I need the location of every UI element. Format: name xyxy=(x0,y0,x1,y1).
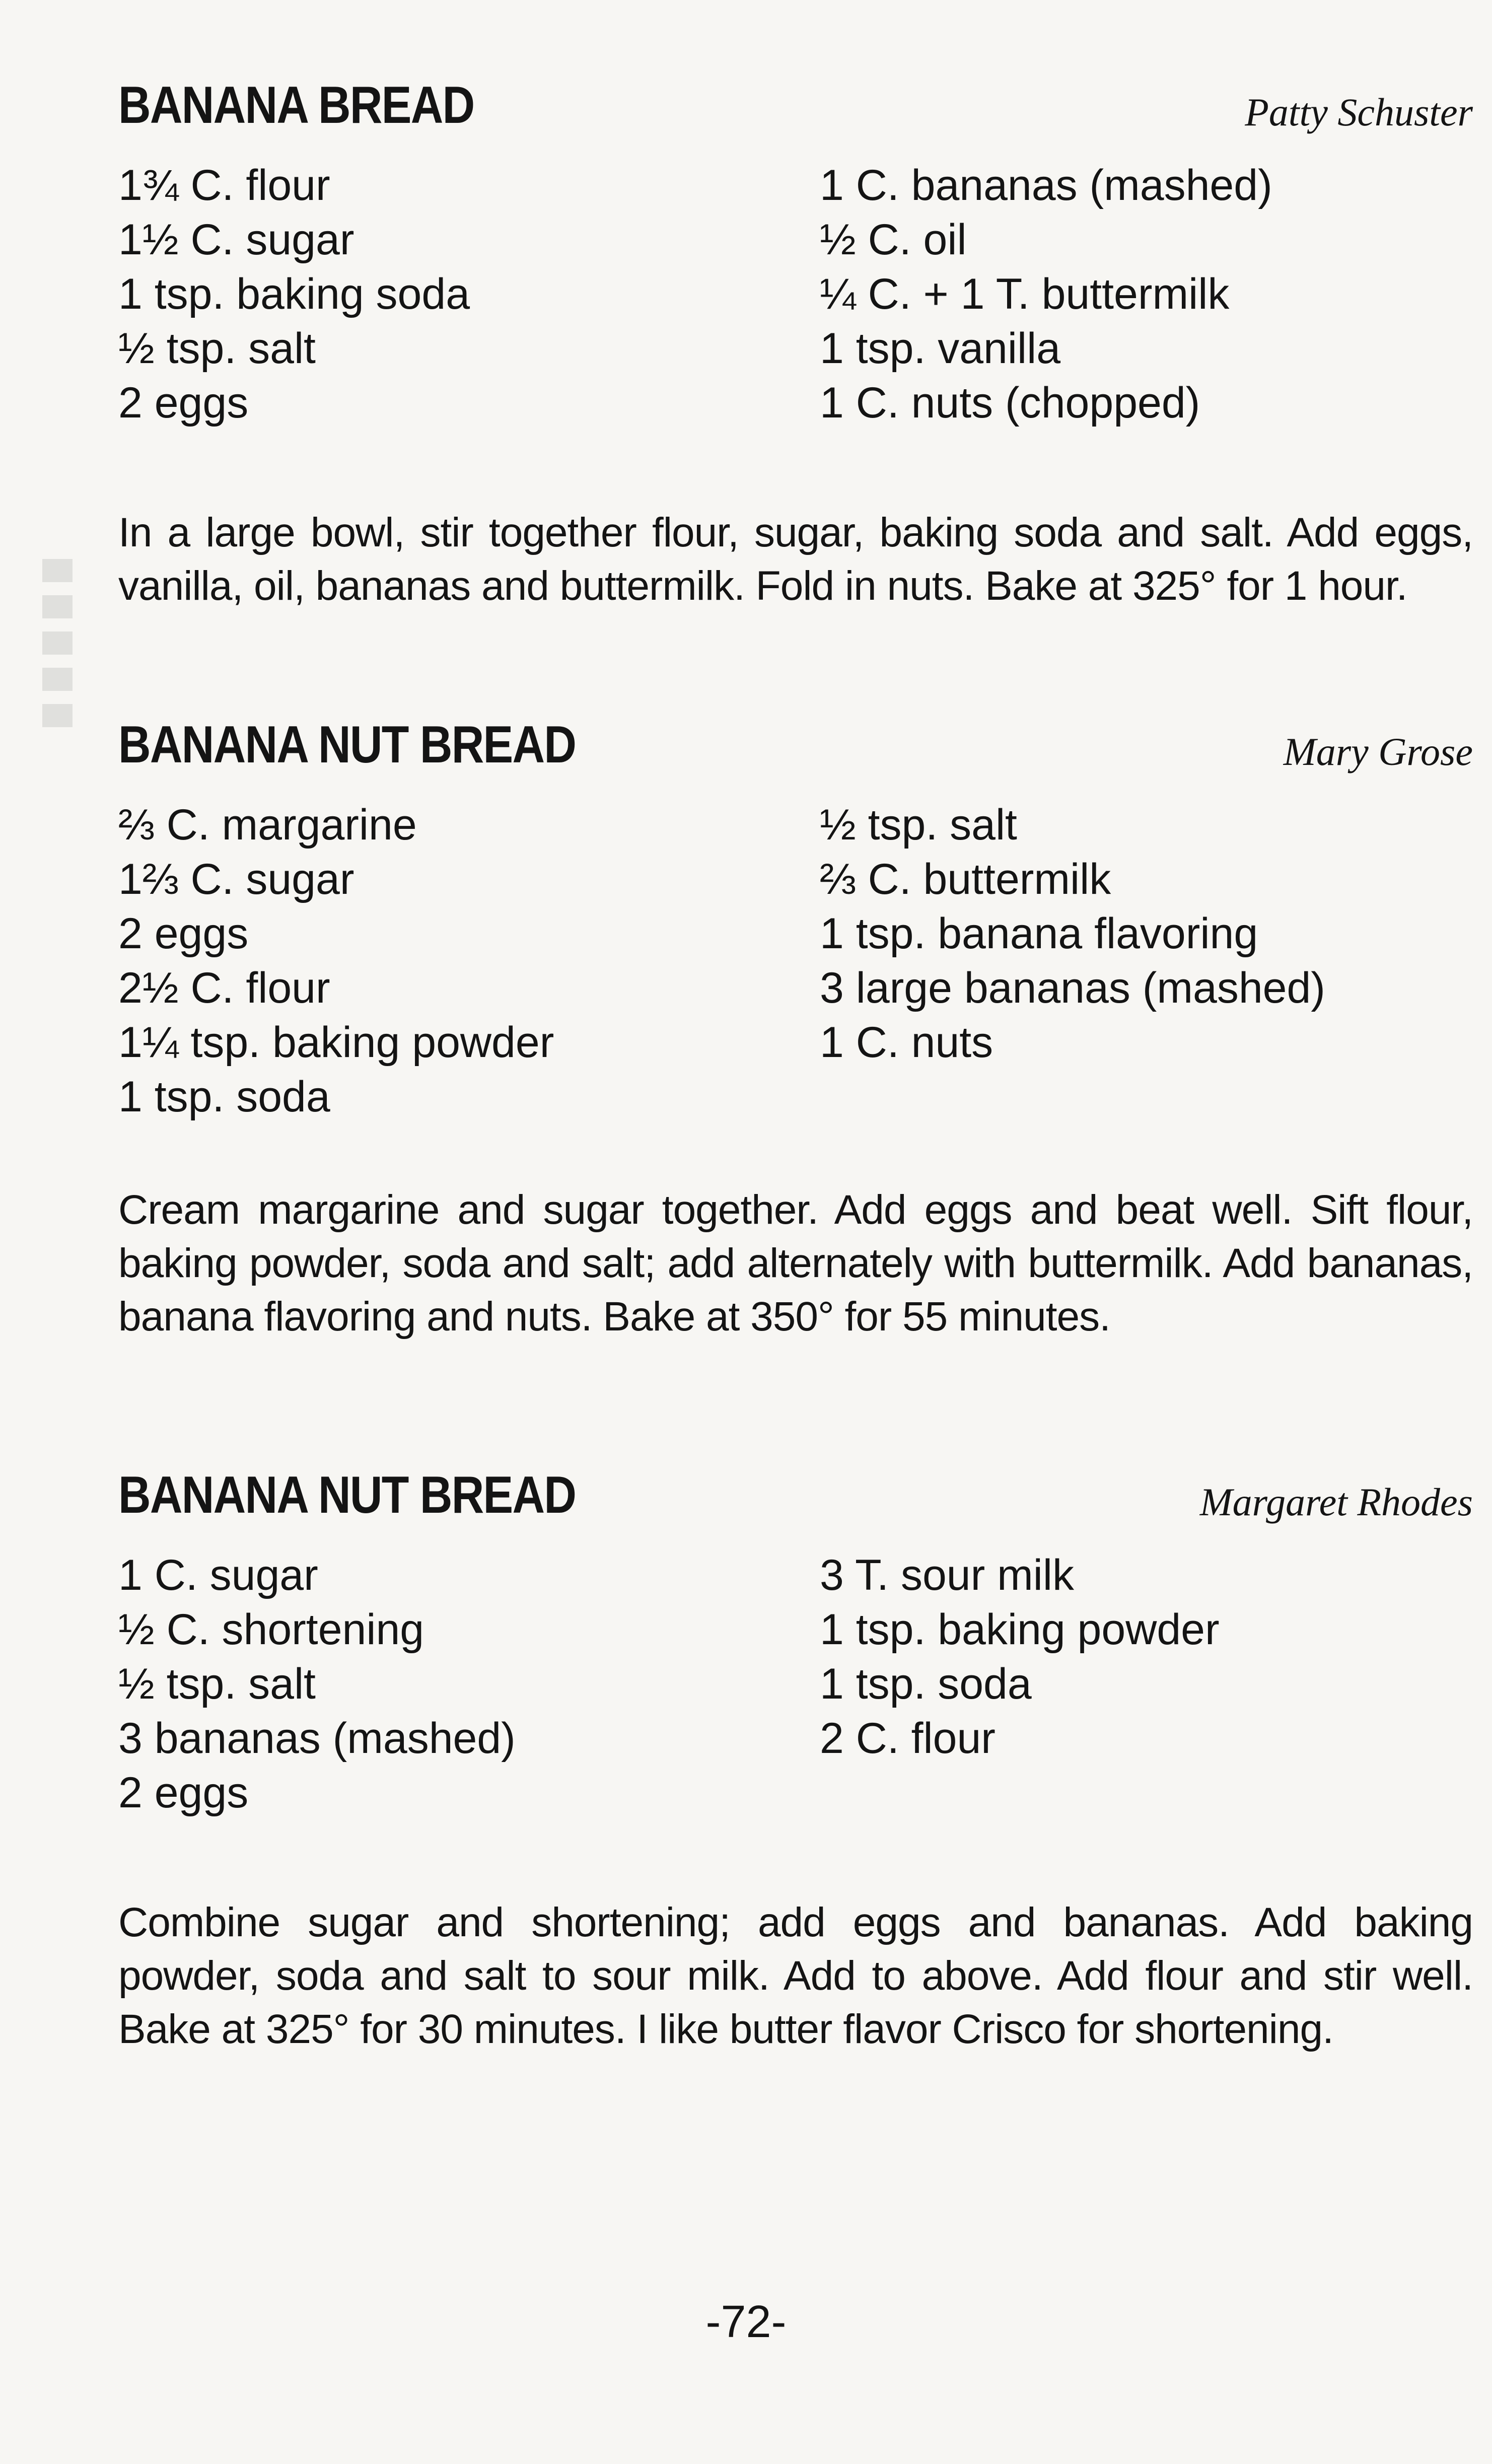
recipe-directions: Cream margarine and sugar together. Add eggs and beat well. Sift flour, baking powder, soda and salt; add alternately with buttermilk. Add bananas, banana flavoring and nuts. Bake at 350° for 55 minutes. xyxy=(118,1187,1473,1340)
ingredient: ½ tsp. salt xyxy=(820,801,1017,849)
ingredient: 1½ C. sugar xyxy=(118,216,354,264)
ingredient: 1¾ C. flour xyxy=(118,161,330,209)
ingredient: ½ tsp. salt xyxy=(118,324,316,373)
ingredients-right-column xyxy=(820,798,1325,1070)
recipe-directions: In a large bowl, stir together flour, sugar, baking soda and salt. Add eggs, vanilla, oil, bananas and buttermilk. Fold in nuts. Bake at 325° for 1 hour. xyxy=(118,510,1473,609)
ingredient: 3 bananas (mashed) xyxy=(118,1714,516,1763)
ingredient: 1 C. sugar xyxy=(118,1551,318,1599)
margin-tab-mark xyxy=(42,559,73,740)
recipe-banana-nut-bread-grose xyxy=(118,715,1473,1340)
ingredient: 1⅔ C. sugar xyxy=(118,855,354,903)
ingredient: 3 large bananas (mashed) xyxy=(820,964,1325,1012)
recipe-header xyxy=(118,715,1473,786)
ingredient: 3 T. sour milk xyxy=(820,1551,1074,1599)
ingredients-right-column xyxy=(820,158,1272,430)
ingredient: 1 tsp. soda xyxy=(118,1073,330,1121)
recipe-author: Mary Grose xyxy=(1283,730,1473,773)
ingredients-left-column xyxy=(118,798,554,1124)
ingredient: 1 tsp. vanilla xyxy=(820,324,1061,373)
ingredient: 1 tsp. soda xyxy=(820,1660,1032,1708)
recipe-directions: Combine sugar and shortening; add eggs and bananas. Add baking powder, soda and salt to sour milk. Add to above. Add flour and stir well. Bake at 325° for 30 minutes. I like butter flavor Crisco for shortening. xyxy=(118,1899,1473,2052)
ingredients-left-column xyxy=(118,158,470,430)
recipe-banana-bread xyxy=(118,76,1473,609)
ingredient: 1 tsp. banana flavoring xyxy=(820,909,1258,958)
ingredient: ⅔ C. margarine xyxy=(118,801,417,849)
ingredient: 2 eggs xyxy=(118,909,249,958)
recipe-author: Margaret Rhodes xyxy=(1199,1480,1473,1524)
ingredient: ½ C. oil xyxy=(820,216,967,264)
ingredient: 1 C. nuts (chopped) xyxy=(820,379,1200,427)
ingredient: 2 C. flour xyxy=(820,1714,996,1763)
ingredient: 1 tsp. baking powder xyxy=(820,1605,1220,1654)
ingredients-left-column xyxy=(118,1548,516,1820)
recipe-title: BANANA NUT BREAD xyxy=(118,1466,576,1524)
ingredient: 1¼ tsp. baking powder xyxy=(118,1018,554,1067)
ingredients-right-column xyxy=(820,1548,1220,1766)
recipe-title: BANANA BREAD xyxy=(118,76,474,134)
page-number: -72- xyxy=(705,2297,787,2347)
ingredient: 1 C. bananas (mashed) xyxy=(820,161,1272,209)
recipe-title: BANANA NUT BREAD xyxy=(118,716,576,774)
recipe-header xyxy=(118,76,1473,146)
ingredient: ¼ C. + 1 T. buttermilk xyxy=(820,270,1230,318)
ingredient: 1 C. nuts xyxy=(820,1018,993,1067)
ingredient: ½ tsp. salt xyxy=(118,1660,316,1708)
ingredient: 2½ C. flour xyxy=(118,964,330,1012)
recipe-banana-nut-bread-rhodes xyxy=(118,1465,1473,2052)
ingredient: 2 eggs xyxy=(118,379,249,427)
ingredient: 2 eggs xyxy=(118,1769,249,1817)
ingredient: 1 tsp. baking soda xyxy=(118,270,470,318)
ingredient: ⅔ C. buttermilk xyxy=(820,855,1111,903)
recipe-author: Patty Schuster xyxy=(1245,90,1473,134)
ingredient: ½ C. shortening xyxy=(118,1605,424,1654)
recipe-header xyxy=(118,1465,1473,1536)
